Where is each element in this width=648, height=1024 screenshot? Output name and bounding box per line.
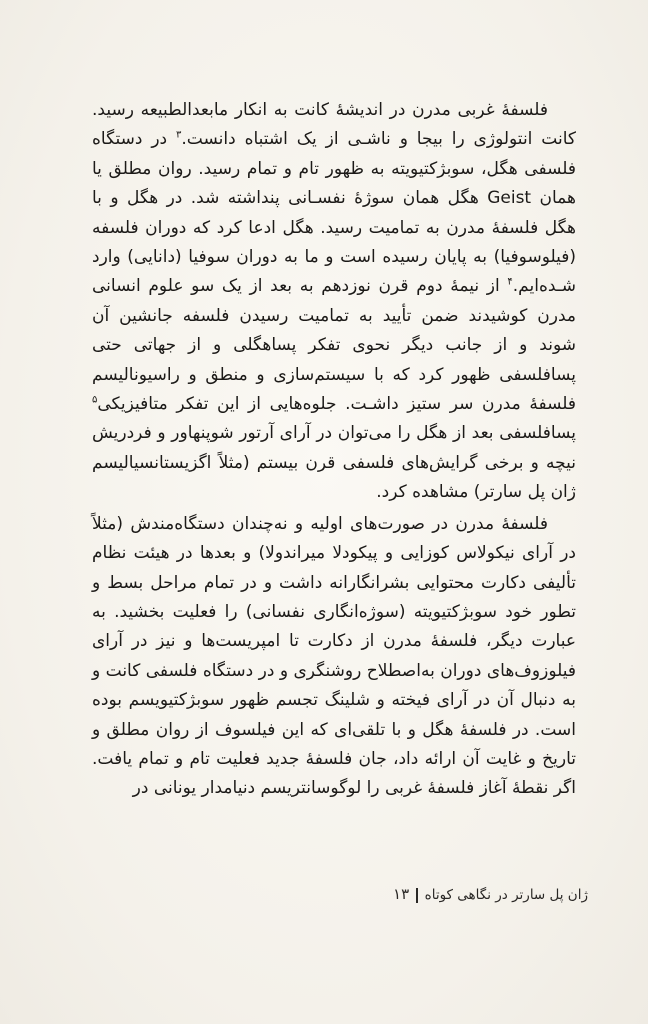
- footnote-marker-5: ۵: [92, 394, 98, 406]
- paragraph-1-part-4: پسافلسفی بعد از هگل را می‌توان در آرای آرتور شوپنهاور و فردریش نیچه و برخی گرایش‌های فلسفی قرن بیستم (مثلاً اگزیستانسیالیسم ژان پل سارتر) مشاهده کرد.: [92, 423, 576, 503]
- paragraph-1: [92, 96, 576, 508]
- paragraph-1-part-3: از نیمهٔ دوم قرن نوزدهم به بعد از یک سو علوم انسانی مدرن کوشیدند ضمن تأیید به تمامیت رسیدن فلسفه جانشین آن شوند و از جانب دیگر نحوی تفکر پساهگلی و از جهاتی حتی پسافلسفی ظهور کرد که با سیستم‌سازی و منطق و راسیونالیسم فلسفهٔ مدرن سر ستیز داشـت. جلوه‌هایی از این تفکر متافیزیکی: [92, 276, 576, 415]
- footer-book-title: ژان پل سارتر در نگاهی کوتاه: [424, 887, 588, 903]
- footnote-marker-3: ۳: [176, 129, 182, 141]
- body-text: [92, 96, 576, 804]
- paragraph-1-part-1: فلسفهٔ غربی مدرن در اندیشهٔ کانت به انکار مابعدالطبیعه رسید. کانت انتولوژی را بیجا و ناشـی از یک اشتباه دانست.: [92, 100, 576, 150]
- running-footer: [288, 885, 588, 903]
- footer-divider: [416, 888, 418, 903]
- page-number: ۱۳: [393, 885, 410, 903]
- paragraph-1-part-2: در دستگاه فلسفی هگل، سوبژکتیویته به ظهور تام و تمام رسید. روان مطلق یا همان Geist هگل همان سوژهٔ نفسـانی پنداشته شد. در هگل و با هگل فلسفهٔ مدرن به تمامیت رسید. هگل ادعا کرد که دوران فلسفه (فیلوسوفیا) به پایان رسیده است و ما به دوران سوفیا (دانایی) وارد شـده‌ایم.: [92, 129, 576, 297]
- paragraph-2: فلسفهٔ مدرن در صورت‌های اولیه و نه‌چندان دستگاه‌مندش (مثلاً در آرای نیکولاس کوزایی و پیکودلا میراندولا) و بعدها در هیئت نظام تألیفی دکارت محتوایی بشرانگارانه داشت و در تمام مراحل بسط و تطور خود سوبژکتیویته (سوژه‌انگاری نفسانی) را فعلیت بخشید. به عبارت دیگر، فلسفهٔ مدرن از دکارت تا امپریست‌ها و نیز در آرای فیلوزوف‌های دوران به‌اصطلاح روشنگری و در دستگاه فلسفی کانت و به دنبال آن در آرای فیخته و شلینگ تجسم ظهور سوبژکتیویسم بوده است. در فلسفهٔ هگل و با تلقی‌ای که این فیلسوف از روان مطلق و تاریخ و غایت آن ارائه داد، جان فلسفهٔ جدید فعلیت تام و تمام یافت. اگر نقطهٔ آغاز فلسفهٔ غربی را لوگوسانتریسم دنیامدار یونانی در: [92, 513, 576, 799]
- footnote-marker-4: ۴: [507, 276, 513, 288]
